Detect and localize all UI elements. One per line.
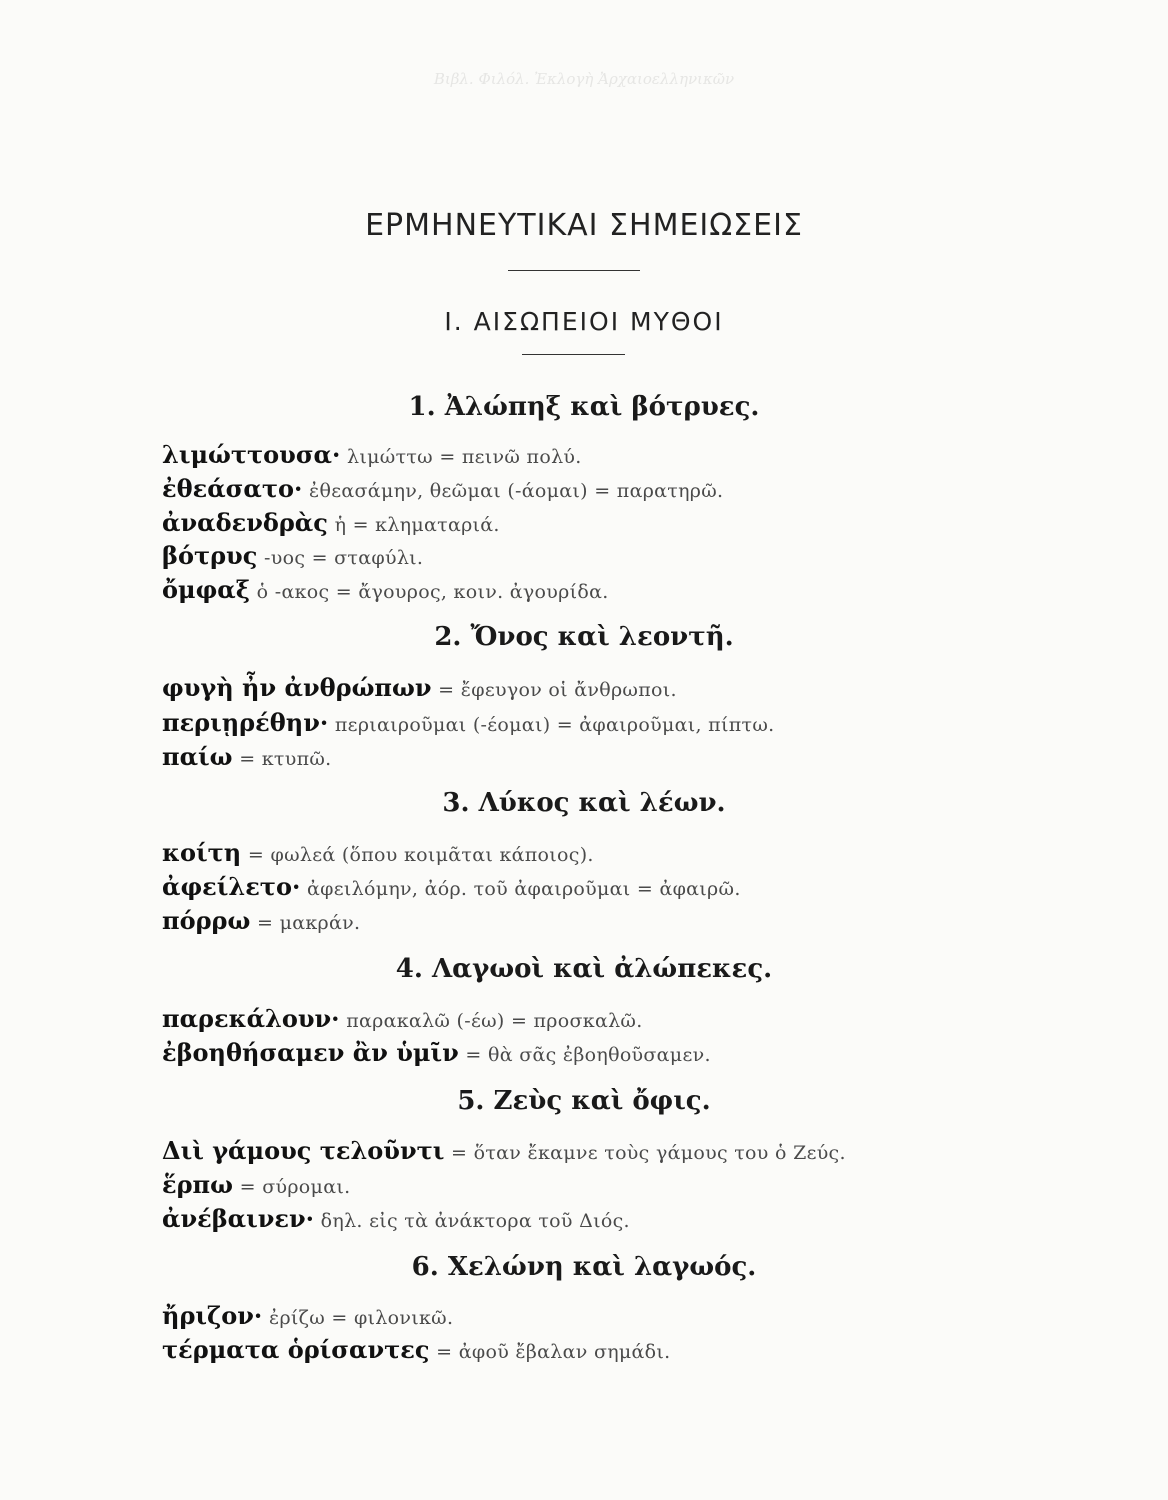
gloss-entry [162, 742, 1152, 771]
entry-term: ἐβοηθήσαμεν ἂν ὑμῖν [162, 1038, 459, 1067]
entry-term: ἐθεάσατο· [162, 474, 303, 503]
entry-term: παίω [162, 742, 233, 771]
entry-term: ἕρπω [162, 1170, 233, 1199]
entry-gloss: = θὰ σᾶς ἐβοηθοῦσαμεν. [465, 1044, 711, 1066]
entry-term: κοίτη [162, 838, 242, 867]
entry-gloss: -υος = σταφύλι. [264, 547, 424, 569]
gloss-entry [162, 1301, 1152, 1330]
gloss-entry [162, 440, 1152, 469]
entry-gloss: ὁ -ακος = ἄγουρος, κοιν. ἀγουρίδα. [256, 581, 609, 603]
section-title: Ι. ΑΙΣΩΠΕΙΟΙ ΜΥΘΟΙ [444, 307, 724, 336]
gloss-entry [162, 1170, 1152, 1199]
entry-gloss: ἡ = κληματαριά. [334, 514, 500, 536]
gloss-entry [162, 1038, 1152, 1067]
entry-term: ὄμφαξ [162, 575, 250, 604]
gloss-entry [162, 838, 1152, 867]
page-title: ΕΡΜΗΝΕΥΤΙΚΑΙ ΣΗΜΕΙΩΣΕΙΣ [365, 208, 803, 243]
entry-gloss: = σύρομαι. [239, 1176, 351, 1198]
entry-term: βότρυς [162, 541, 258, 570]
gloss-entry [162, 508, 1152, 537]
entry-term: ἤριζον· [162, 1301, 263, 1330]
entry-term: λιμώττουσα· [162, 440, 341, 469]
entry-gloss: = ὅταν ἔκαμνε τοὺς γάμους του ὁ Ζεύς. [451, 1142, 846, 1164]
entry-term: ἀφείλετο· [162, 872, 301, 901]
gloss-entry [162, 673, 1152, 702]
gloss-entry [162, 906, 1152, 935]
gloss-entry [162, 1204, 1152, 1233]
fable-heading: 2. Ὄνος καὶ λεοντῆ. [434, 622, 734, 652]
gloss-entry [162, 1136, 1152, 1165]
entry-gloss: = ἔφευγον οἱ ἄνθρωποι. [438, 679, 677, 701]
entry-gloss: = ἀφοῦ ἔβαλαν σημάδι. [436, 1341, 671, 1363]
entry-gloss: = κτυπῶ. [239, 748, 332, 770]
section-divider [522, 354, 625, 355]
fable-heading: 1. Ἀλώπηξ καὶ βότρυες. [408, 392, 760, 422]
entry-gloss: δηλ. εἰς τὰ ἀνάκτορα τοῦ Διός. [320, 1210, 630, 1232]
gloss-entry [162, 708, 1152, 737]
fable-heading: 4. Λαγωοὶ καὶ ἀλώπεκες. [395, 954, 773, 984]
entry-term: παρεκάλουν· [162, 1004, 340, 1033]
entry-term: περιῃρέθην· [162, 708, 329, 737]
entry-gloss: λιμώττω = πεινῶ πολύ. [347, 446, 582, 468]
entry-term: τέρματα ὁρίσαντες [162, 1335, 430, 1364]
entry-gloss: περιαιροῦμαι (-έομαι) = ἀφαιροῦμαι, πίπτω. [334, 714, 775, 736]
gloss-entry [162, 575, 1152, 604]
entry-gloss: = μακράν. [257, 912, 361, 934]
entry-term: ἀνέβαινεν· [162, 1204, 314, 1233]
gloss-entry [162, 1335, 1152, 1364]
gloss-entry [162, 872, 1152, 901]
entry-term: ἀναδενδρὰς [162, 508, 328, 537]
entry-gloss: ἐθεασάμην, θεῶμαι (-άομαι) = παρατηρῶ. [309, 480, 724, 502]
entry-gloss: = φωλεά (ὅπου κοιμᾶται κάποιος). [247, 844, 594, 866]
gloss-entry [162, 1004, 1152, 1033]
fable-heading: 5. Ζεὺς καὶ ὄφις. [457, 1086, 711, 1116]
gloss-entry [162, 474, 1152, 503]
entry-gloss: παρακαλῶ (-έω) = προσκαλῶ. [346, 1010, 643, 1032]
gloss-entry [162, 541, 1152, 570]
fable-heading: 6. Χελώνη καὶ λαγωός. [411, 1252, 757, 1282]
entry-gloss: ἐρίζω = φιλονικῶ. [268, 1307, 454, 1329]
entry-term: πόρρω [162, 906, 251, 935]
entry-term: φυγὴ ἦν ἀνθρώπων [162, 673, 432, 702]
entry-gloss: ἀφειλόμην, ἀόρ. τοῦ ἀφαιροῦμαι = ἀφαιρῶ. [307, 878, 741, 900]
title-divider [508, 270, 640, 271]
entry-term: Διὶ γάμους τελοῦντι [162, 1136, 445, 1165]
fable-heading: 3. Λύκος καὶ λέων. [442, 788, 726, 818]
running-head: Βιβλ. Φιλόλ. Ἐκλογὴ Ἀρχαιοελληνικῶν [433, 70, 735, 88]
